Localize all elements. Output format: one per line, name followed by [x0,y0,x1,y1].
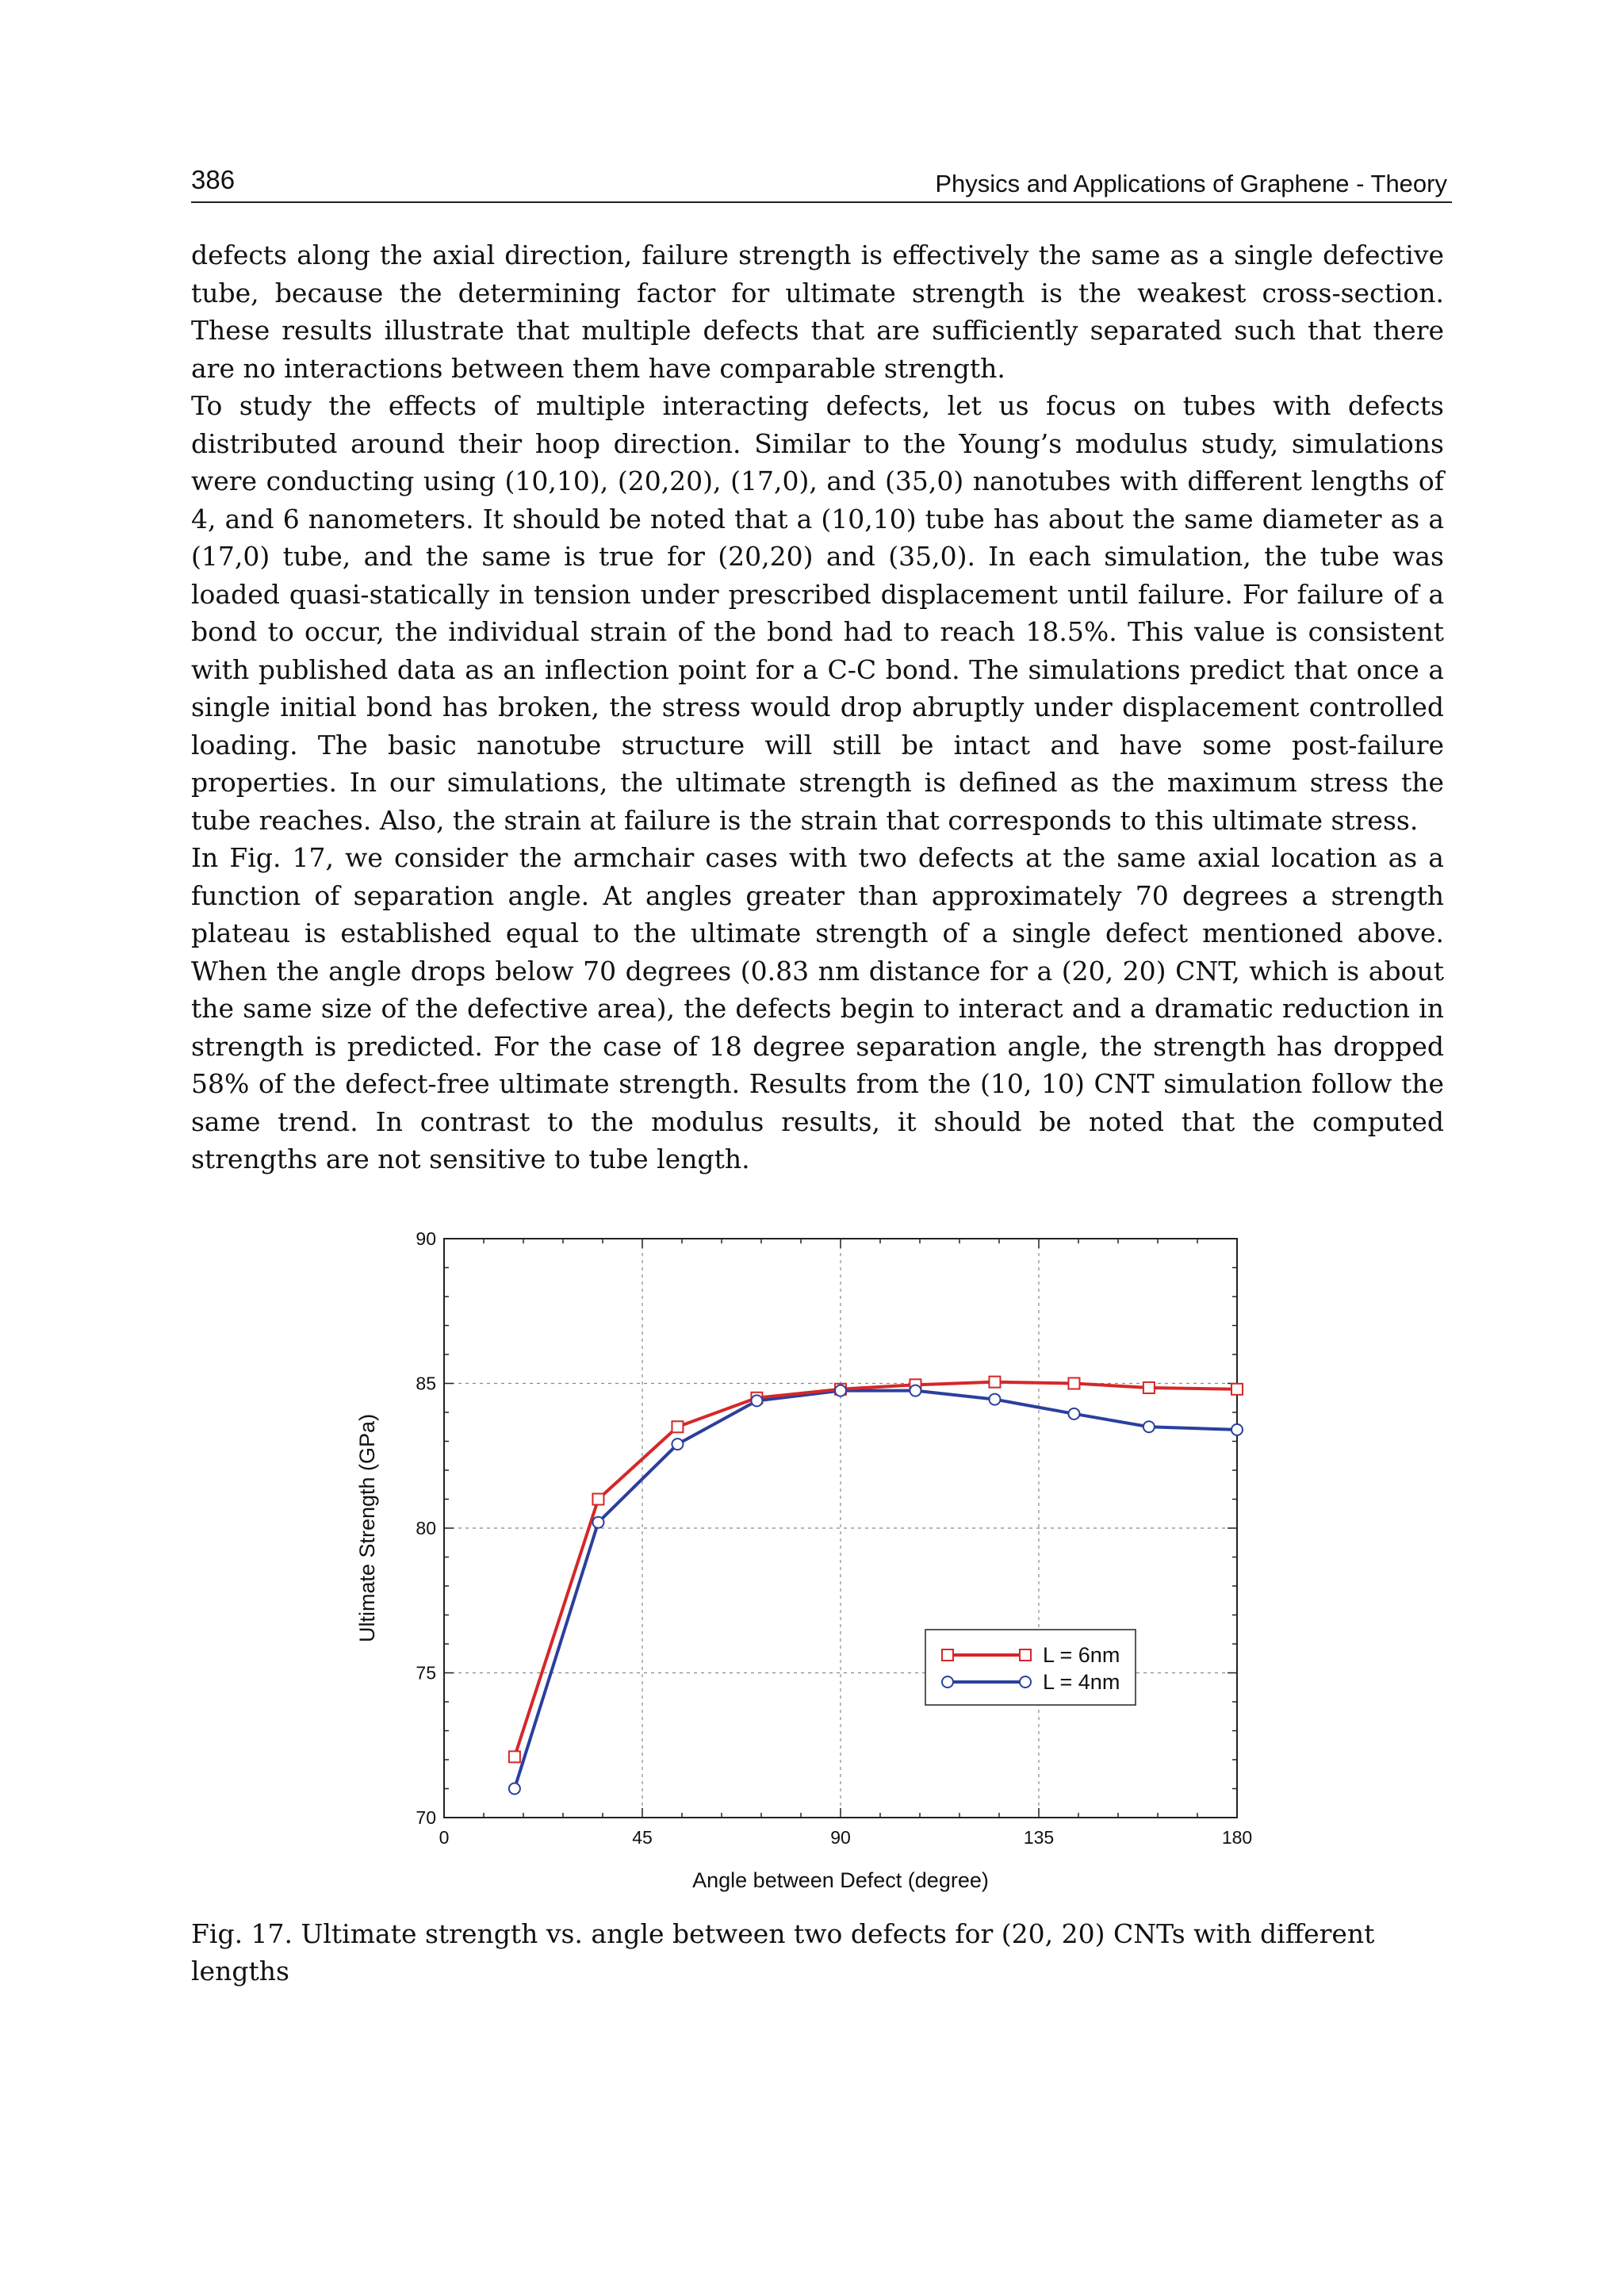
legend [925,1630,1136,1705]
data-point-circle [1068,1408,1079,1419]
series-line [515,1391,1237,1789]
page-header [191,163,1452,203]
data-point-square [509,1751,520,1762]
caption-text: Ultimate strength vs. angle between two defects for (20, 20) CNTs with different lengths [191,1918,1375,1986]
page-number: 386 [191,165,236,194]
data-point-circle [1143,1421,1155,1432]
legend-label: L = 4nm [1043,1670,1120,1694]
data-point-circle [509,1783,520,1795]
y-tick-label: 70 [416,1807,436,1828]
y-axis-label: Ultimate Strength (GPa) [355,1413,379,1643]
caption-label: Fig. 17. [191,1918,293,1949]
x-tick-label: 135 [1023,1827,1055,1848]
data-point-circle [592,1517,603,1528]
data-point-square [592,1494,603,1505]
body-text [191,236,1444,1178]
figure-17 [341,1225,1277,1907]
strength-chart [341,1225,1277,1907]
paragraph: To study the effects of multiple interacting defects, let us focus on tubes with defects distributed around their hoop direction. Similar to the Young’s modulus study, simulations were conducting using (10,10), (20,20), (17,0), and (35,0) nanotubes with different lengths of 4, and 6 nanometers. It should be noted that a (10,10) tube has about the same diameter as a (17,0) tube, and the same is true for (20,20) and (35,0). In each simulation, the tube was loaded quasi-statically in tension under prescribed displacement until failure. For failure of a bond to occur, the individual strain of the bond had to reach 18.5%. This value is consistent with published data as an inflection point for a C-C bond. The simulations predict that once a single initial bond has broken, the stress would drop abruptly under displacement controlled loading. The basic nanotube structure will still be intact and have some post-failure properties. In our simulations, the ultimate strength is defined as the maximum stress the tube reaches. Also, the strain at failure is the strain that corresponds to this ultimate stress. [191,390,1444,836]
x-tick-label: 45 [632,1827,653,1848]
x-tick-label: 180 [1221,1827,1253,1848]
data-point-circle [910,1385,921,1396]
data-point-circle [835,1385,846,1396]
y-tick-label: 75 [416,1662,436,1684]
data-point-circle [672,1439,683,1450]
data-point-circle [1231,1424,1243,1435]
data-point-circle [942,1676,953,1688]
paragraph: defects along the axial direction, failure strength is effectively the same as a single defective tube, because the determining factor for ultimate strength is the weakest cross-section. These results illustrate that multiple defects that are sufficiently separated such that there are no interactions between them have comparable strength. [191,239,1444,384]
data-point-circle [1020,1676,1031,1688]
y-tick-label: 85 [416,1373,436,1394]
data-point-square [942,1649,953,1661]
data-point-square [1020,1649,1031,1661]
data-point-square [989,1377,1000,1388]
data-point-circle [751,1395,762,1406]
x-tick-label: 90 [830,1827,851,1848]
data-point-square [1143,1382,1155,1393]
data-point-square [672,1421,683,1432]
data-point-circle [989,1394,1000,1405]
x-axis-label: Angle between Defect (degree) [692,1868,989,1892]
legend-label: L = 6nm [1043,1643,1120,1667]
x-tick-label: 0 [439,1827,450,1848]
y-tick-label: 80 [416,1518,436,1538]
figure-caption [191,1915,1444,1990]
data-point-square [1068,1378,1079,1389]
y-tick-label: 90 [416,1228,436,1249]
data-point-square [1231,1384,1243,1395]
paragraph: In Fig. 17, we consider the armchair cases with two defects at the same axial location as a function of separation angle. At angles greater than approximately 70 degrees a strength plateau is established equal to the ultimate strength of a single defect mentioned above. When the angle drops below 70 degrees (0.83 nm distance for a (20, 20) CNT, which is about the same size of the defective area), the defects begin to interact and a dramatic reduction in strength is predicted. For the case of 18 degree separation angle, the strength has dropped 58% of the defect-free ultimate strength. Results from the (10, 10) CNT simulation follow the same trend. In contrast to the modulus results, it should be noted that the computed strengths are not sensitive to tube length. [191,842,1444,1174]
running-title: Physics and Applications of Graphene - Theory [935,170,1447,197]
